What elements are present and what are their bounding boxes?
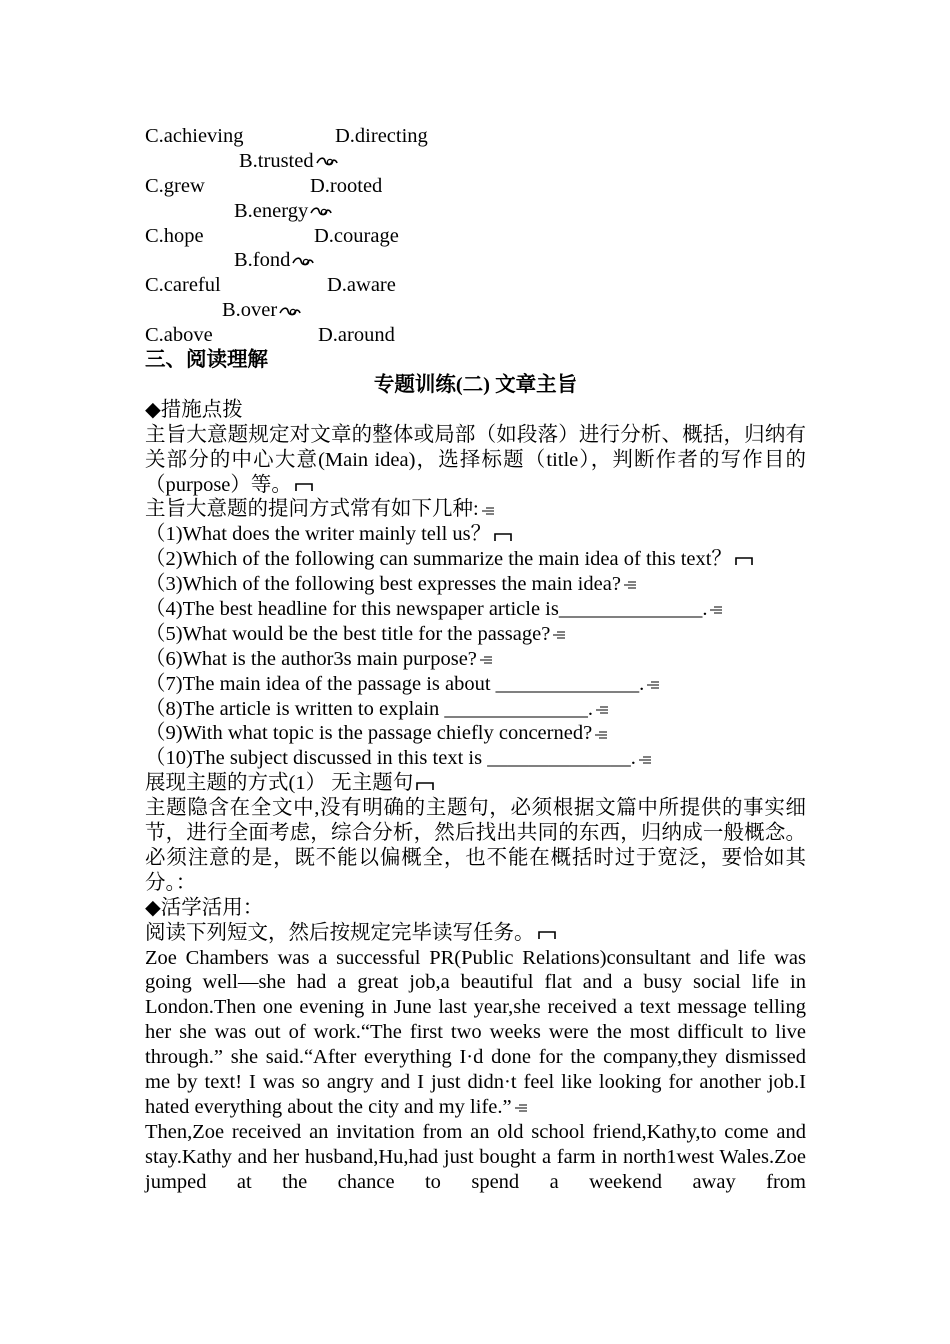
equal-mark-icon (552, 630, 566, 640)
question-item (145, 672, 806, 697)
question-text: （7)The main idea of the passage is about ______________. (145, 672, 645, 695)
question-text: （8)The article is written to explain ______________. (145, 697, 594, 720)
practice-instruction-text: 阅读下列短文，然后按规定完毕读写任务。 (145, 921, 535, 944)
option-d: D.rooted (310, 174, 383, 197)
return-mark-icon (734, 554, 754, 566)
scribble-icon (310, 205, 332, 219)
option-d: D.around (318, 324, 395, 347)
option-row (145, 199, 806, 224)
scribble-icon (316, 155, 338, 169)
option-c: C.achieving (145, 125, 244, 147)
option-row (145, 224, 806, 249)
option-d: D.directing (335, 125, 428, 147)
scribble-icon (292, 255, 314, 269)
tips-heading: ◆措施点拨 (145, 398, 243, 421)
option-b-label: B.over (222, 299, 278, 322)
tips-paragraph-text: 主旨大意题规定对文章的整体或局部（如段落）进行分析、概括，归纳有关部分的中心大意(Main idea)，选择标题（title），判断作者的写作目的（purpose）等。 (145, 423, 806, 496)
question-item (145, 622, 806, 647)
option-row (145, 323, 806, 348)
question-item (145, 721, 806, 746)
equal-mark-icon (479, 655, 493, 665)
question-item (145, 647, 806, 672)
question-text: （2)Which of the following can summarize the main idea of this text？ (145, 548, 732, 571)
equal-mark-icon (595, 705, 609, 715)
passage-paragraph-1-text: Zoe Chambers was a successful PR(Public Relations)consultant and life was going well—she had a great job,a beautiful flat and a busy social life in London.Then one evening in June last year,she received a text message telling her she was out of work.“The first two weeks were the most difficult to live through.” she said.“After everything I·d done for the company,they dismissed me by text! I was so angry and I just didn·t feel like looking for another job.I hated everything about the city and my life.” (145, 946, 806, 1118)
option-b-label: B.energy (234, 199, 309, 222)
equal-mark-icon (646, 680, 660, 690)
option-row (145, 149, 806, 174)
question-item (145, 697, 806, 722)
option-d: D.aware (327, 274, 396, 297)
return-mark-icon (537, 928, 557, 940)
return-mark-icon (415, 779, 435, 791)
document-page (145, 124, 806, 1195)
page-title: 专题训练(二) 文章主旨 (373, 373, 578, 396)
question-text: （9)With what topic is the passage chiefly concerned? (145, 722, 593, 745)
equal-mark-icon (594, 730, 608, 740)
return-mark-icon (493, 530, 513, 542)
question-intro-text: 主旨大意题的提问方式常有如下几种: (145, 498, 479, 521)
equal-mark-icon (514, 1103, 528, 1113)
question-text: （10)The subject discussed in this text is ______________. (145, 747, 636, 770)
practice-heading: ◆活学活用： (145, 896, 264, 919)
question-text: （3)Which of the following best expresses the main idea? (145, 573, 621, 596)
question-item (145, 547, 806, 572)
equal-mark-icon (638, 755, 652, 765)
option-c: C.careful (145, 274, 221, 297)
practice-instruction (145, 921, 806, 946)
method-heading-text: 展现主题的方式(1） 无主题句 (145, 772, 414, 795)
question-text: （6)What is the author3s main purpose? (145, 647, 477, 670)
equal-mark-icon (623, 580, 637, 590)
passage-paragraph-1 (145, 946, 806, 1120)
question-item (145, 746, 806, 771)
section-heading: 三、阅读理解 (145, 349, 268, 372)
equal-mark-icon (481, 506, 495, 516)
option-d: D.courage (314, 224, 399, 247)
option-c: C.hope (145, 224, 204, 247)
option-c: C.grew (145, 174, 205, 197)
option-b-label: B.fond (234, 249, 291, 272)
equal-mark-icon (709, 605, 723, 615)
option-row (145, 124, 806, 149)
question-item (145, 522, 806, 547)
scribble-icon (279, 305, 301, 319)
question-text: （4)The best headline for this newspaper article is______________. (145, 597, 708, 620)
option-row (145, 298, 806, 323)
option-row (145, 273, 806, 298)
question-intro (145, 497, 806, 522)
return-mark-icon (294, 480, 314, 492)
option-row (145, 174, 806, 199)
question-item (145, 572, 806, 597)
tips-paragraph (145, 423, 806, 498)
option-b-label: B.trusted (239, 149, 314, 172)
option-b (234, 248, 314, 273)
option-row (145, 248, 806, 273)
question-text: （1)What does the writer mainly tell us？ (145, 523, 492, 546)
option-b (234, 199, 332, 224)
passage-paragraph-2: Then,Zoe received an invitation from an old school friend,Kathy,to come and stay.Kathy and her husband,Hu,had just bought a farm in north1west Wales.Zoe jumped at the chance to spend a weekend away from (145, 1120, 806, 1193)
question-text: （5)What would be the best title for the passage? (145, 622, 551, 645)
method-paragraph: 主题隐含在全文中,没有明确的主题句，必须根据文篇中所提供的事实细节，进行全面考虑，综合分析，然后找出共同的东西，归纳成一般概念。必须注意的是，既不能以偏概全，也不能在概括时过于宽泛，要恰如其分。： (145, 797, 806, 894)
option-c: C.above (145, 324, 213, 347)
option-b (222, 298, 301, 323)
option-b (239, 149, 338, 174)
question-item (145, 597, 806, 622)
method-heading (145, 771, 806, 796)
